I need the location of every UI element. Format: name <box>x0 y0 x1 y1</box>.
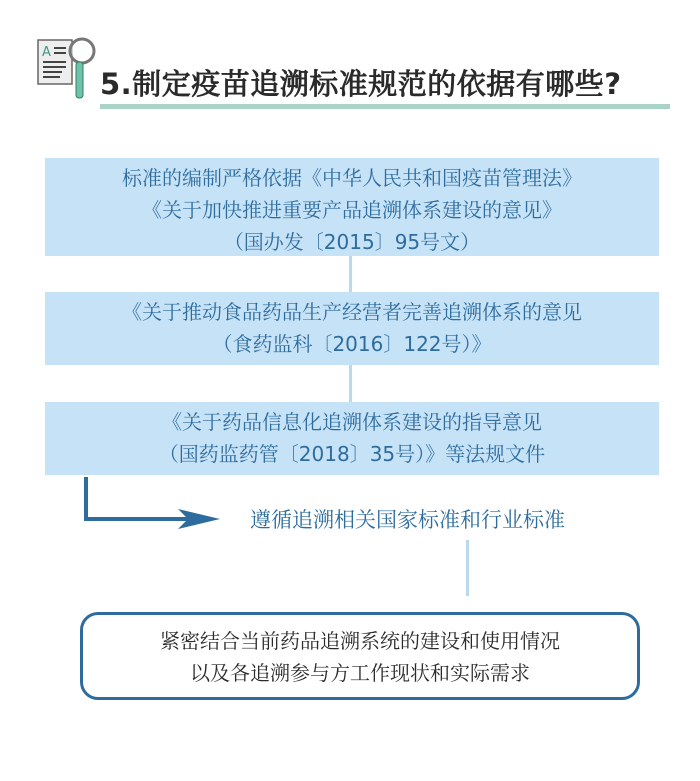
basis-box-3-line-1: 《关于药品信息化追溯体系建设的指导意见 <box>162 410 542 434</box>
flow-arrow <box>80 475 230 535</box>
icon-letter: A <box>42 45 51 60</box>
follow-standards-text: 遵循追溯相关国家标准和行业标准 <box>250 508 565 532</box>
basis-box-1-line-2: 《关于加快推进重要产品追溯体系建设的意见》 <box>142 198 562 222</box>
header <box>36 36 676 106</box>
connector-line-1 <box>349 256 352 292</box>
basis-box-1 <box>45 158 659 256</box>
basis-box-2-line-1: 《关于推动食品药品生产经营者完善追溯体系的意见 <box>122 300 582 324</box>
final-box-line-1: 紧密结合当前药品追溯系统的建设和使用情况 <box>160 629 560 653</box>
final-box <box>80 612 640 700</box>
page-title: 5.制定疫苗追溯标准规范的依据有哪些? <box>100 67 622 101</box>
basis-box-2-line-2: （食药监科〔2016〕122号）》 <box>212 332 492 356</box>
basis-box-2 <box>45 292 659 365</box>
connector-line-3 <box>466 540 469 596</box>
basis-box-3 <box>45 402 659 475</box>
basis-box-1-line-1: 标准的编制严格依据《中华人民共和国疫苗管理法》 <box>122 166 582 190</box>
title-underline <box>100 104 670 109</box>
connector-line-2 <box>349 365 352 402</box>
final-box-line-2: 以及各追溯参与方工作现状和实际需求 <box>190 661 530 685</box>
document-search-icon <box>36 36 98 102</box>
basis-box-3-line-2: （国药监药管〔2018〕35号）》等法规文件 <box>158 442 546 466</box>
basis-box-1-line-3: （国办发〔2015〕95号文） <box>223 230 481 254</box>
